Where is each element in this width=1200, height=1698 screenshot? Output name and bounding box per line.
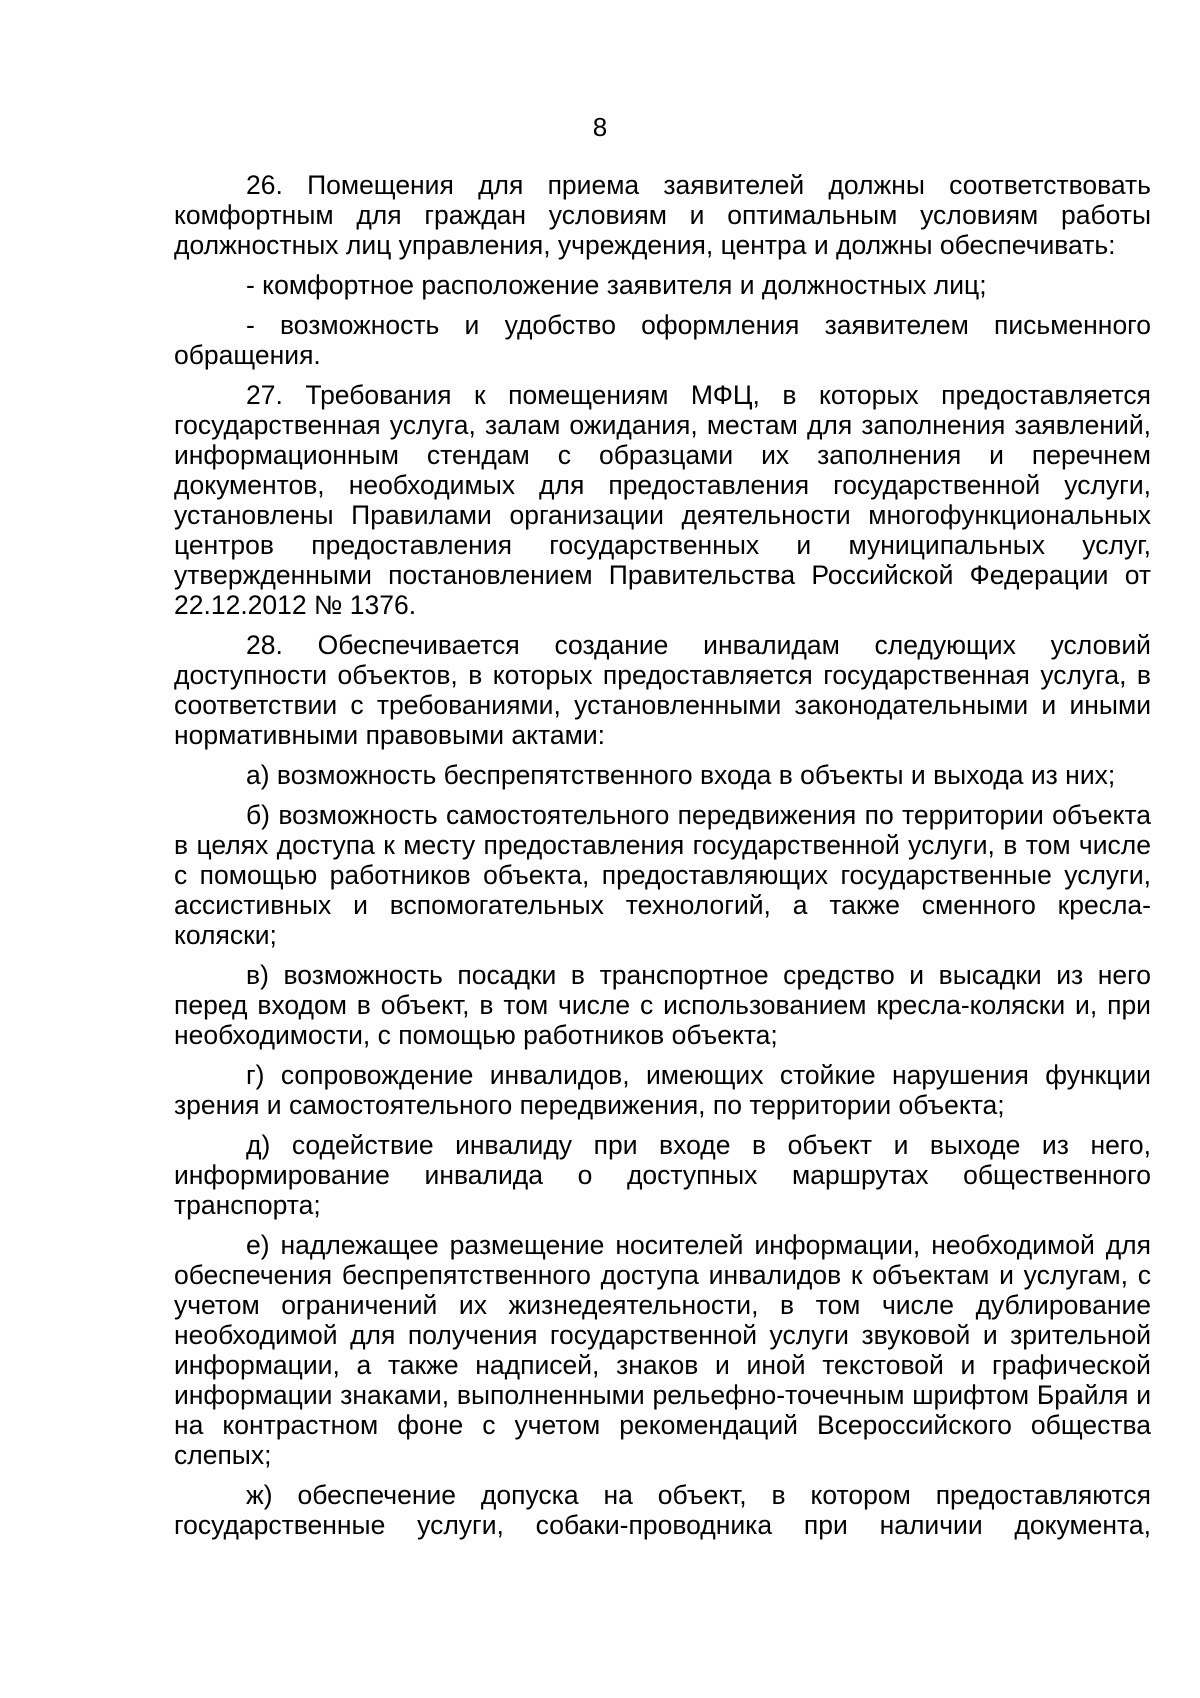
- paragraph-28-item-b: б) возможность самостоятельного передвижения по территории объекта в целях доступа к месту предоставления государственной услуги, в том числе с помощью работников объекта, предоставляющих государственные услуги, ассистивных и вспомогательных технологий, а также сменного кресла-коляски;: [174, 800, 1151, 950]
- paragraph-28-item-e: е) надлежащее размещение носителей информации, необходимой для обеспечения беспрепятственного доступа инвалидов к объектам и услугам, с учетом ограничений их жизнедеятельности, в том числе дублирование необходимой для получения государственной услуги звуковой и зрительной информации, а также надписей, знаков и иной текстовой и графической информации знаками, выполненными рельефно-точечным шрифтом Брайля и на контрастном фоне с учетом рекомендаций Всероссийского общества слепых;: [174, 1230, 1151, 1470]
- paragraph-28-item-d: д) содействие инвалиду при входе в объект и выходе из него, информирование инвалида о доступных маршрутах общественного транспорта;: [174, 1130, 1151, 1220]
- paragraph-28-item-a: а) возможность беспрепятственного входа в объекты и выхода из них;: [246, 760, 1116, 790]
- paragraph-28-item-v: в) возможность посадки в транспортное средство и высадки из него перед входом в объект, в том числе с использованием кресла-коляски и, при необходимости, с помощью работников объекта;: [174, 960, 1151, 1050]
- paragraph-28: 28. Обеспечивается создание инвалидам следующих условий доступности объектов, в которых предоставляется государственная услуга, в соответствии с требованиями, установленными законодательными и иными нормативными правовыми актами:: [174, 630, 1151, 750]
- paragraph-28-item-zh: ж) обеспечение допуска на объект, в котором предоставляются государственные услуги, собаки-проводника при наличии документа,: [174, 1480, 1151, 1540]
- paragraph-26-item-2: - возможность и удобство оформления заявителем письменного обращения.: [174, 310, 1151, 370]
- page-number: 8: [592, 112, 608, 142]
- paragraph-26: 26. Помещения для приема заявителей должны соответствовать комфортным для граждан условиям и оптимальным условиям работы должностных лиц управления, учреждения, центра и должны обеспечивать:: [174, 170, 1151, 260]
- paragraph-27: 27. Требования к помещениям МФЦ, в которых предоставляется государственная услуга, залам ожидания, местам для заполнения заявлений, информационным стендам с образцами их заполнения и перечнем документов, необходимых для предоставления государственной услуги, установлены Правилами организации деятельности многофункциональных центров предоставления государственных и муниципальных услуг, утвержденными постановлением Правительства Российской Федерации от 22.12.2012 № 1376.: [174, 380, 1151, 620]
- paragraph-28-item-g: г) сопровождение инвалидов, имеющих стойкие нарушения функции зрения и самостоятельного передвижения, по территории объекта;: [174, 1060, 1151, 1120]
- paragraph-26-item-1: - комфортное расположение заявителя и должностных лиц;: [246, 270, 987, 300]
- document-body: [174, 170, 1151, 1550]
